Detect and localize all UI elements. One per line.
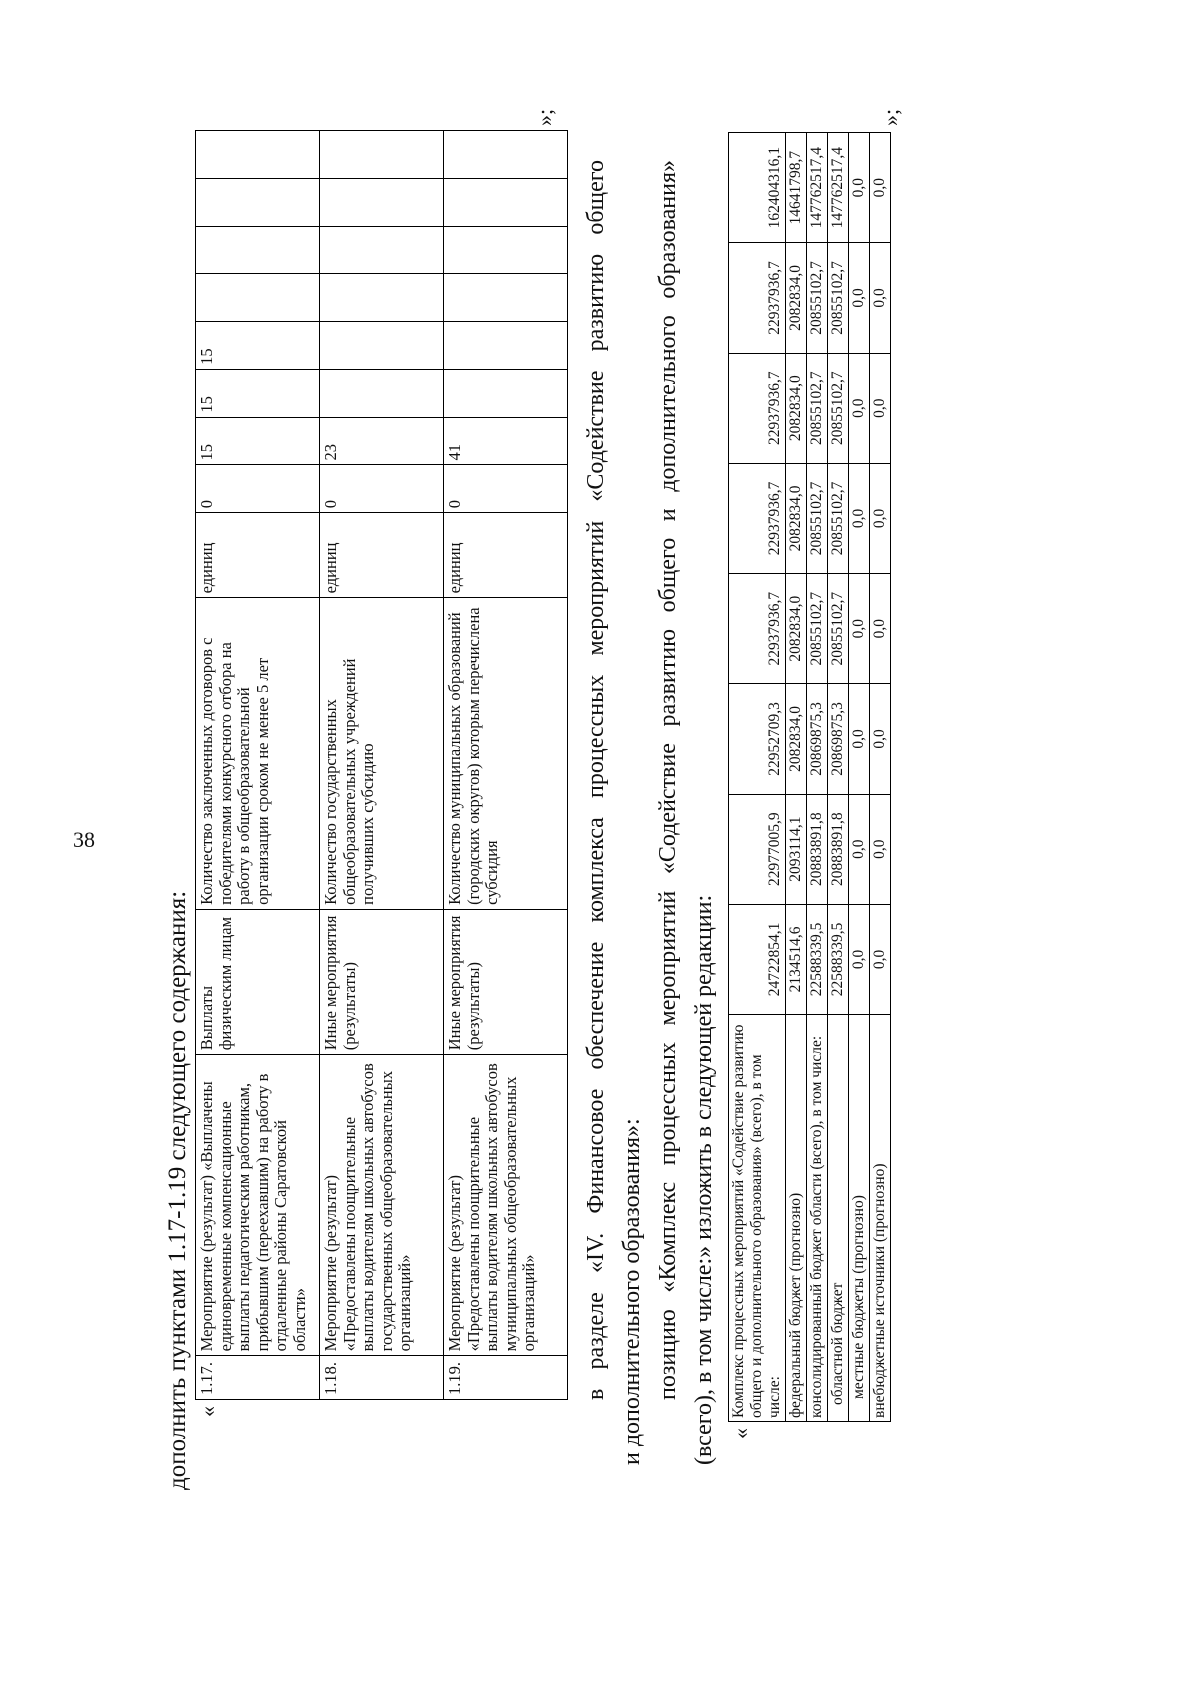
measure-number: 1.19. [444,1356,568,1400]
financing-value: 24722854,1 [729,904,786,1014]
table1-open-quote: « [195,1406,220,1417]
financing-value: 0,0 [870,463,891,573]
financing-row [828,133,849,1422]
financing-value: 0,0 [870,794,891,904]
financing-value: 22937936,7 [729,243,786,353]
empty-cell [196,131,320,179]
empty-cell [444,274,568,322]
financing-value: 0,0 [870,904,891,1014]
paragraph-section-iv-cont: и дополнительного образования»: [619,1118,645,1465]
measure-indicator: Количество государственных общеобразовательных учреждений получивших субсидию [320,598,444,910]
paragraph-position: позицию «Комплекс процессных мероприятий «Содействие развитию общего и дополнительного образования» [655,160,681,1400]
financing-value: 0,0 [849,904,870,1014]
measure-number: 1.17. [196,1356,320,1400]
financing-value: 0,0 [870,133,891,243]
financing-value: 0,0 [849,794,870,904]
financing-value: 20869875,3 [828,684,849,794]
financing-label: федеральный бюджет (прогнозно) [786,1015,807,1422]
empty-cell [196,178,320,226]
measure-base-value: 0 [196,465,320,513]
empty-cell [444,226,568,274]
measure-value-1: 41 [444,417,568,465]
financing-row [870,133,891,1422]
measures-row [196,131,320,1400]
page-number: 38 [73,827,95,852]
table2-close-quote: »; [878,108,903,126]
financing-value: 22977005,9 [729,794,786,904]
measure-unit: единиц [196,513,320,598]
measure-value-2 [320,369,444,417]
table2-open-quote: « [728,1428,753,1439]
measure-value-3: 15 [196,322,320,370]
measure-value-2: 15 [196,369,320,417]
financing-value: 0,0 [849,353,870,463]
financing-value: 20855102,7 [828,463,849,573]
financing-value: 147762517,4 [828,133,849,243]
financing-value: 20855102,7 [828,243,849,353]
financing-value: 20855102,7 [807,353,828,463]
empty-cell [320,274,444,322]
measure-indicator: Количество муниципальных образований (городских округов) которым перечислена субсидия [444,598,568,910]
measure-unit: единиц [320,513,444,598]
measure-unit: единиц [444,513,568,598]
financing-value: 22588339,5 [807,904,828,1014]
financing-value: 22937936,7 [729,463,786,573]
financing-value: 2134514,6 [786,904,807,1014]
financing-value: 0,0 [849,684,870,794]
financing-label: консолидированный бюджет области (всего), в том числе: [807,1015,828,1422]
empty-cell [320,131,444,179]
empty-cell [444,178,568,226]
financing-value: 2082834,0 [786,353,807,463]
rotated-content [0,80,903,1560]
empty-cell [320,178,444,226]
measure-type: Иные мероприятия (результаты) [320,909,444,1054]
financing-label: областной бюджет [828,1015,849,1422]
financing-value: 22937936,7 [729,574,786,684]
measures-table [195,130,568,1400]
measure-base-value: 0 [320,465,444,513]
financing-value: 0,0 [870,243,891,353]
measure-value-1: 23 [320,417,444,465]
financing-value: 20883891,8 [807,794,828,904]
financing-value: 20855102,7 [828,353,849,463]
financing-value: 20883891,8 [828,794,849,904]
financing-value: 22937936,7 [729,353,786,463]
measure-type: Иные мероприятия (результаты) [444,909,568,1054]
financing-value: 0,0 [849,463,870,573]
financing-value: 2093114,1 [786,794,807,904]
measure-name: Мероприятие (результат) «Выплачены единовременные компенсационные выплаты педагогическим работникам, прибывшим (переехавшим) на работу в отдаленные районы Саратовской области» [196,1055,320,1356]
financing-value: 162404316,1 [729,133,786,243]
financing-label: внебюджетные источники (прогнозно) [870,1015,891,1422]
financing-value: 2082834,0 [786,463,807,573]
financing-value: 0,0 [849,574,870,684]
financing-value: 0,0 [870,353,891,463]
financing-value: 22952709,3 [729,684,786,794]
financing-value: 22588339,5 [828,904,849,1014]
paragraph-position-cont: (всего), в том числе:» изложить в следующей редакции: [691,894,717,1465]
intro-text: дополнить пунктами 1.17-1.19 следующего содержания: [164,890,191,1490]
measure-name: Мероприятие (результат) «Предоставлены поощрительные выплаты водителям школьных автобусов государственных общеобразовательных организаций» [320,1055,444,1356]
financing-value: 2082834,0 [786,574,807,684]
measure-name: Мероприятие (результат) «Предоставлены поощрительные выплаты водителям школьных автобусов муниципальных общеобразовательных организаций» [444,1055,568,1356]
financing-row [807,133,828,1422]
measure-value-2 [444,369,568,417]
measures-row [444,131,568,1400]
financing-value: 147762517,4 [807,133,828,243]
financing-value: 20869875,3 [807,684,828,794]
measure-value-3 [444,322,568,370]
financing-value: 20855102,7 [828,574,849,684]
financing-value: 0,0 [849,243,870,353]
financing-row [786,133,807,1422]
measure-number: 1.18. [320,1356,444,1400]
financing-value: 20855102,7 [807,243,828,353]
financing-row [729,133,786,1422]
financing-value: 14641798,7 [786,133,807,243]
financing-value: 20855102,7 [807,463,828,573]
financing-value: 0,0 [870,684,891,794]
empty-cell [196,226,320,274]
measure-value-3 [320,322,444,370]
measure-value-1: 15 [196,417,320,465]
measures-row [320,131,444,1400]
financing-label: местные бюджеты (прогнозно) [849,1015,870,1422]
financing-value: 2082834,0 [786,684,807,794]
paragraph-section-iv: в разделе «IV. Финансовое обеспечение комплекса процессных мероприятий «Содействие развитию общего [583,160,609,1400]
measure-indicator: Количество заключенных договоров с победителями конкурсного отбора на работу в общеобразовательной организации сроком не менее 5 лет [196,598,320,910]
financing-row [849,133,870,1422]
financing-table [728,132,891,1422]
empty-cell [444,131,568,179]
financing-value: 0,0 [870,574,891,684]
financing-value: 2082834,0 [786,243,807,353]
empty-cell [196,274,320,322]
financing-value: 0,0 [849,133,870,243]
financing-label: Комплекс процессных мероприятий «Содействие развитию общего и дополнительного образования» (всего), в том числе: [729,1015,786,1422]
financing-value: 20855102,7 [807,574,828,684]
measure-base-value: 0 [444,465,568,513]
table1-close-quote: »; [532,108,557,126]
measure-type: Выплаты физическим лицам [196,909,320,1054]
empty-cell [320,226,444,274]
